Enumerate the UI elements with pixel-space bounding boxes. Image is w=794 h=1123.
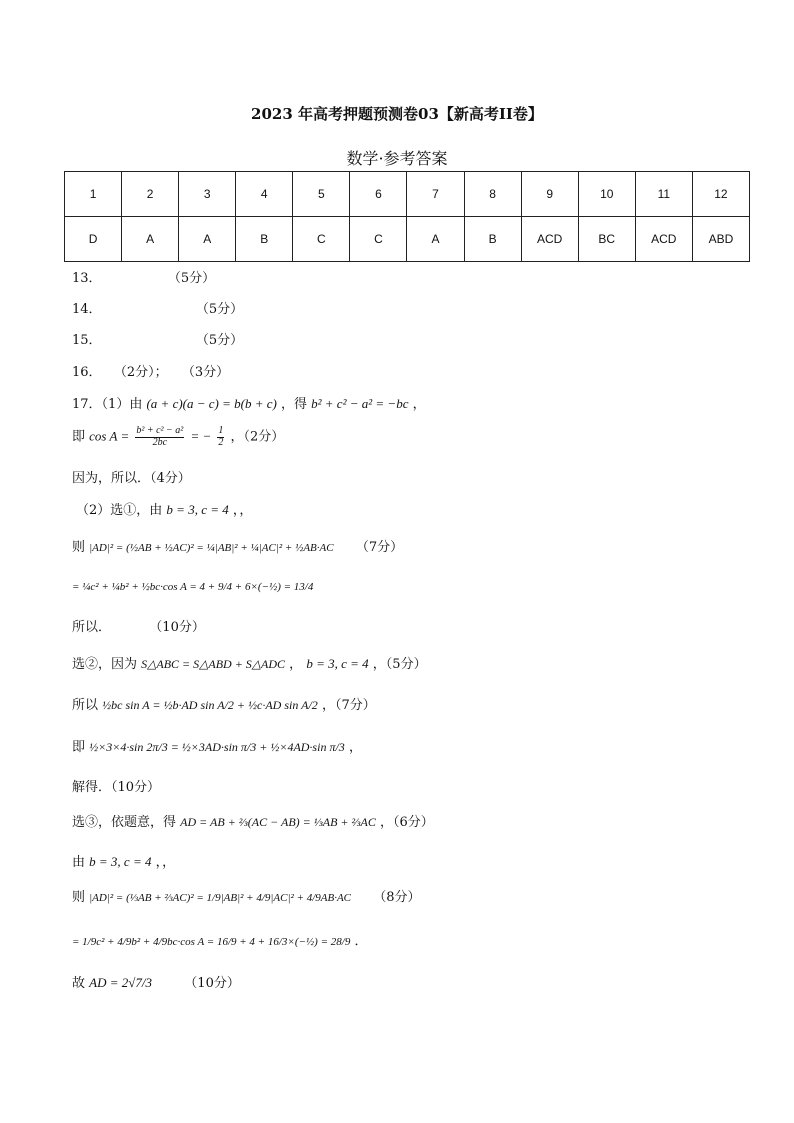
text-line: 因为，所以．（4分） (72, 471, 191, 486)
answer-cell: BC (578, 217, 635, 262)
score-note: （7分） (355, 540, 404, 555)
answer-cell: A (179, 217, 236, 262)
text-line: 解得．（10分） (72, 780, 161, 795)
equation: b = 3, c = 4 (166, 502, 229, 517)
score-note: （5分） (195, 302, 244, 317)
score-note: ，（6分） (380, 815, 434, 830)
question-number: 6 (350, 172, 407, 217)
part-2-line: （2）选①，由 b = 3, c = 4 ，， (76, 502, 253, 518)
equation: (a + c)(a − c) = b(b + c) (146, 396, 277, 411)
answer-row (65, 217, 750, 262)
text-line: 所以． （10分） (72, 620, 205, 635)
option-2-line: 选②，因为 S△ABC = S△ABD + S△ADC ， b = 3, c = 4 ，（5分） (72, 656, 427, 672)
text-line: 由 b = 3, c = 4 ，， (72, 854, 176, 870)
question-number: 12 (692, 172, 749, 217)
page-subtitle: 数学·参考答案 (346, 149, 448, 168)
equation: b = 3, c = 4 (306, 656, 369, 671)
page-title: 2023 年高考押题预测卷03【新高考II卷】 (251, 105, 543, 123)
equation: b = 3, c = 4 (89, 854, 152, 869)
question-number: 11 (635, 172, 692, 217)
question-number: 9 (521, 172, 578, 217)
score-note: ，（7分） (321, 698, 376, 713)
answer-line-14 (72, 302, 243, 318)
answer-cell: ABD (692, 217, 749, 262)
answer-cell: C (293, 217, 350, 262)
score-note: （8分） (373, 890, 421, 905)
vector-line: 则 |AD|² = (⅓AB + ⅔AC)² = 1/9|AB|² + 4/9|AC|² + 4/9AB·AC （8分） (72, 890, 421, 905)
answer-cell: B (464, 217, 521, 262)
score-note: （2分）； (113, 365, 168, 380)
score-note: （5分） (167, 271, 216, 286)
question-number: 4 (236, 172, 293, 217)
answer-line-15 (72, 333, 243, 349)
question-number: 3 (179, 172, 236, 217)
equation: |AD|² = (½AB + ½AC)² = ¼|AB|² + ¼|AC|² + ½AB·AC (89, 542, 334, 554)
equation: AD = 2√7/3 (89, 975, 153, 990)
fraction: $\frac{\text{b² + c² − a²}}{2bc}$ (136, 425, 184, 448)
answer-line-13 (72, 271, 215, 287)
score-note: （10分） (149, 620, 205, 635)
score-note: （10分） (184, 976, 240, 991)
equation-line: 所以 ½bc sin A = ½b·AD sin A/2 + ½c·AD sin A/2 ，（7分） (72, 698, 376, 713)
equation: b² + c² − a² = −bc (311, 396, 409, 411)
question-number: 8 (464, 172, 521, 217)
question-label: 16． (72, 365, 102, 380)
equation: ½×3×4·sin 2π/3 = ½×3AD·sin π/3 + ½×4AD·sin π/3 (89, 740, 345, 754)
fraction: $\frac{1}{2}$ (218, 425, 224, 448)
question-label: 15． (72, 333, 102, 348)
answer-cell: D (65, 217, 122, 262)
answer-cell: A (122, 217, 179, 262)
equation-line: 即 ½×3×4·sin 2π/3 = ½×3AD·sin π/3 + ½×4AD·sin π/3 ， (72, 740, 362, 755)
score-note: ，（5分） (372, 657, 427, 672)
answer-cell: C (350, 217, 407, 262)
question-number: 2 (122, 172, 179, 217)
solution-17-1-line: 17．（1）由 (a + c)(a − c) = b(b + c) ，得 b² + c² − a² = −bc ， (72, 396, 426, 412)
cos-a-line: 即 cos A = $\frac{\text{b² + c² − a²}}{2bc}$ = − $\frac{1}{2}$ ，（2分） (72, 425, 285, 448)
equation: ½bc sin A = ½b·AD sin A/2 + ½c·AD sin A/2 (102, 698, 318, 712)
equation: |AD|² = (⅓AB + ⅔AC)² = 1/9|AB|² + 4/9|AC|² + 4/9AB·AC (89, 892, 351, 904)
equation: S△ABC = S△ABD + S△ADC (141, 657, 286, 671)
equation: AD = AB + ⅔(AC − AB) = ⅓AB + ⅔AC (180, 815, 376, 829)
question-label: 14． (72, 302, 102, 317)
question-number: 1 (65, 172, 122, 217)
answer-cell: ACD (521, 217, 578, 262)
equation-line (72, 579, 313, 595)
score-note: （3分） (181, 365, 230, 380)
equation: = 1/9c² + 4/9b² + 4/9bc·cos A = 16/9 + 4 + 16/3×(−½) = 28/9 (72, 936, 351, 948)
question-label: 13． (72, 271, 102, 286)
vector-line: 则 |AD|² = (½AB + ½AC)² = ¼|AB|² + ¼|AC|² + ½AB·AC （7分） (72, 540, 404, 555)
final-answer-line: 故 AD = 2√7/3 （10分） (72, 975, 240, 991)
score-note: （5分） (195, 333, 244, 348)
question-number-row (65, 172, 750, 217)
equation: = ¼c² + ¼b² + ½bc·cos A = 4 + 9/4 + 6×(−½) = 13/4 (72, 581, 314, 593)
answer-table (64, 171, 750, 262)
answer-line-16 (72, 365, 229, 381)
answer-cell: B (236, 217, 293, 262)
option-3-line: 选③，依题意，得 AD = AB + ⅔(AC − AB) = ⅓AB + ⅔AC ，（6分） (72, 815, 434, 830)
answer-cell: ACD (635, 217, 692, 262)
score-note: ，（2分） (230, 429, 285, 445)
question-number: 10 (578, 172, 635, 217)
question-number: 7 (407, 172, 464, 217)
equation-line: = 1/9c² + 4/9b² + 4/9bc·cos A = 16/9 + 4 + 16/3×(−½) = 28/9 ． (72, 934, 368, 949)
question-number: 5 (293, 172, 350, 217)
answer-cell: A (407, 217, 464, 262)
